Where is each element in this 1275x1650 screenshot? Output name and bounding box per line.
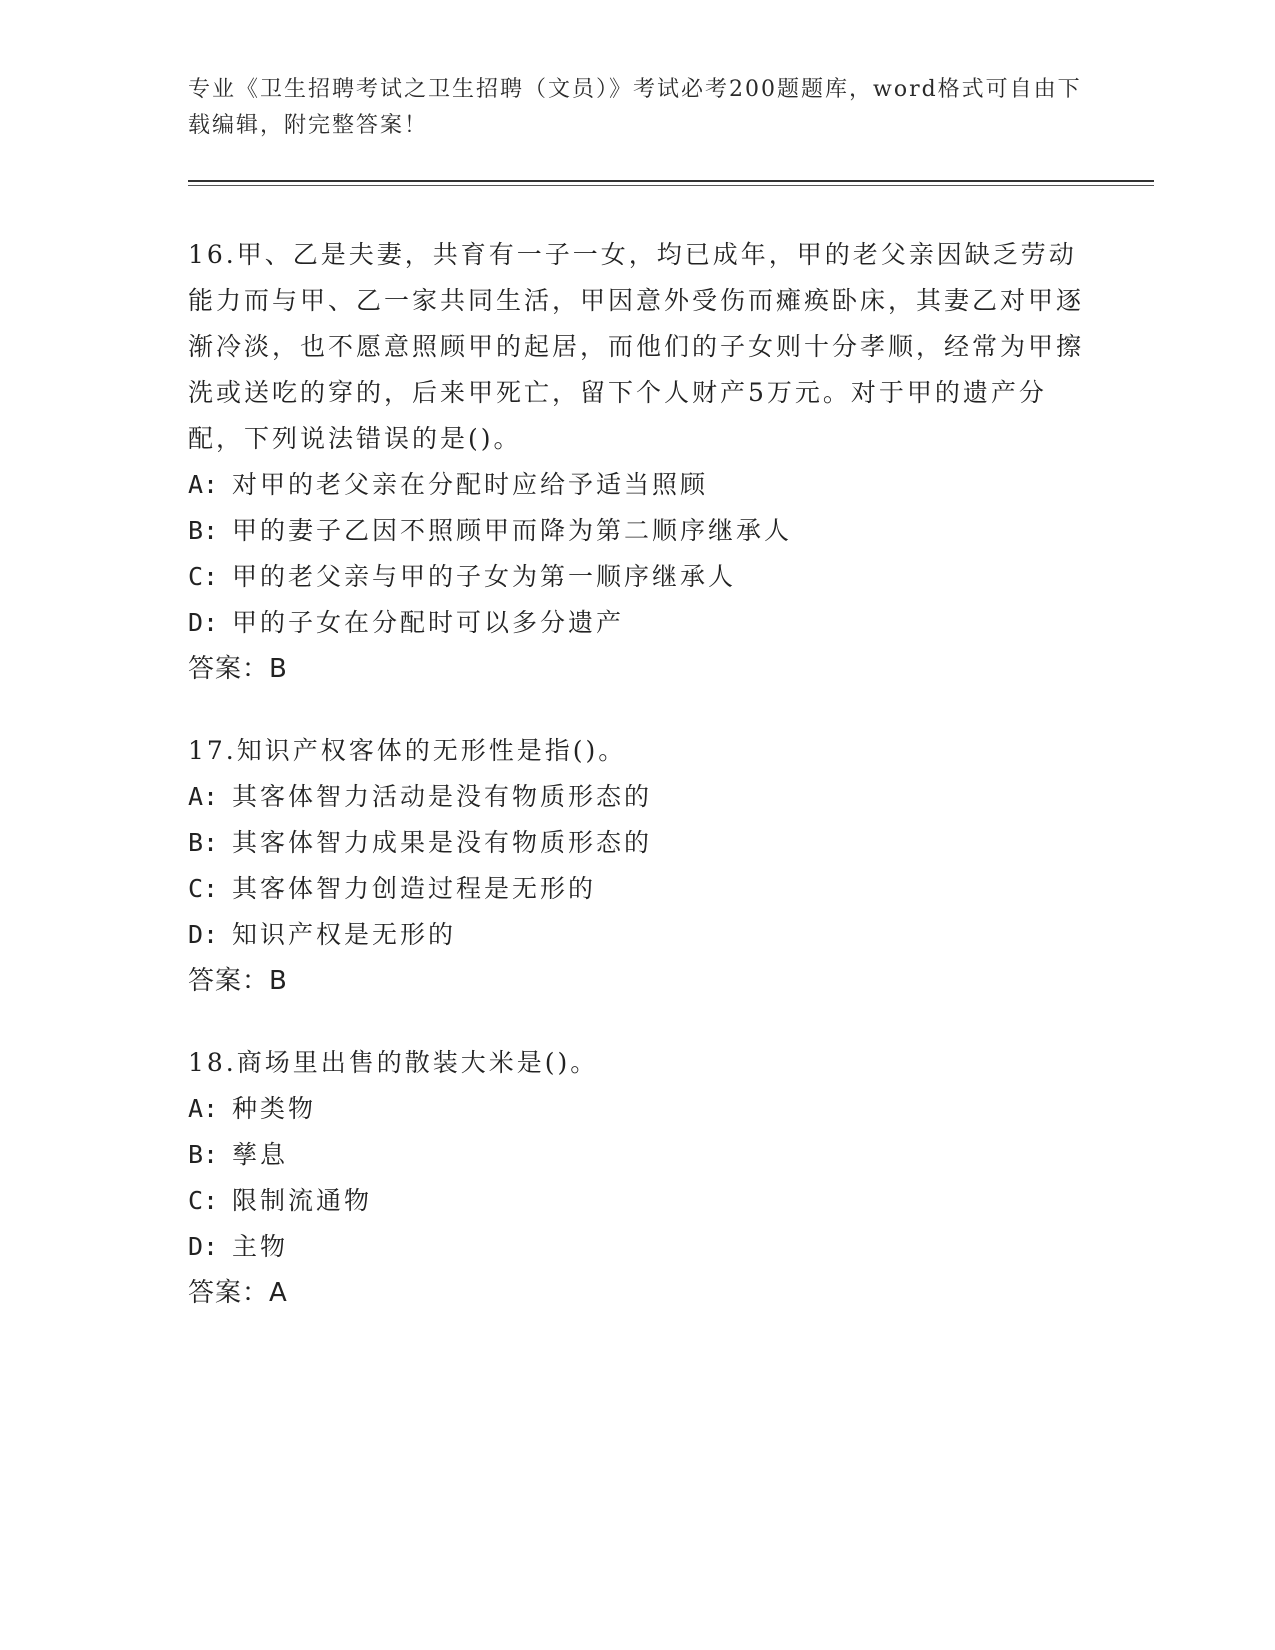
- option-letter: B:: [188, 1140, 219, 1169]
- option-c: [188, 1178, 1088, 1224]
- option-d: [188, 1224, 1088, 1270]
- document-header: 专业《卫生招聘考试之卫生招聘（文员）》考试必考200题题库，word格式可自由下载编辑，附完整答案！: [188, 77, 1082, 138]
- option-a: [188, 1086, 1088, 1132]
- question-17: [188, 728, 1088, 1004]
- option-c: [188, 866, 1088, 912]
- option-a: [188, 462, 1088, 508]
- option-b: [188, 820, 1088, 866]
- question-stem: 16.甲、乙是夫妻，共育有一子一女，均已成年，甲的老父亲因缺乏劳动能力而与甲、乙一家共同生活，甲因意外受伤而瘫痪卧床，其妻乙对甲逐渐冷淡，也不愿意照顾甲的起居，而他们的子女则十分孝顺，经常为甲擦洗或送吃的穿的，后来甲死亡，留下个人财产5万元。对于甲的遗产分配，下列说法错误的是()。: [188, 240, 1085, 453]
- option-text: 甲的老父亲与甲的子女为第一顺序继承人: [232, 562, 737, 591]
- option-letter: C:: [188, 562, 219, 591]
- option-letter: C:: [188, 1186, 219, 1215]
- option-text: 孳息: [232, 1140, 289, 1169]
- option-text: 主物: [232, 1232, 289, 1261]
- question-18: [188, 1040, 1088, 1316]
- option-a: [188, 774, 1088, 820]
- question-stem: 17.知识产权客体的无形性是指()。: [188, 736, 627, 765]
- question-16: [188, 232, 1088, 692]
- option-text: 种类物: [232, 1094, 317, 1123]
- option-d: [188, 600, 1088, 646]
- option-text: 甲的子女在分配时可以多分遗产: [232, 608, 625, 637]
- option-letter: B:: [188, 516, 219, 545]
- answer-line: 答案：B: [188, 966, 288, 996]
- option-letter: D:: [188, 920, 219, 949]
- option-text: 甲的妻子乙因不照顾甲而降为第二顺序继承人: [232, 516, 793, 545]
- option-letter: A:: [188, 470, 219, 499]
- answer-line: 答案：B: [188, 654, 288, 684]
- question-list: [188, 232, 1088, 1352]
- option-b: [188, 1132, 1088, 1178]
- option-letter: B:: [188, 828, 219, 857]
- option-letter: C:: [188, 874, 219, 903]
- option-letter: A:: [188, 782, 219, 811]
- option-text: 其客体智力成果是没有物质形态的: [232, 828, 653, 857]
- option-text: 其客体智力创造过程是无形的: [232, 874, 597, 903]
- option-text: 对甲的老父亲在分配时应给予适当照顾: [232, 470, 709, 499]
- header-rule-thin: [188, 185, 1154, 186]
- question-stem: 18.商场里出售的散装大米是()。: [188, 1048, 599, 1077]
- option-c: [188, 554, 1088, 600]
- option-text: 限制流通物: [232, 1186, 373, 1215]
- option-text: 知识产权是无形的: [232, 920, 457, 949]
- option-letter: D:: [188, 608, 219, 637]
- answer-line: 答案：A: [188, 1278, 288, 1308]
- option-letter: A:: [188, 1094, 219, 1123]
- header-rule-thick: [188, 180, 1154, 182]
- option-letter: D:: [188, 1232, 219, 1261]
- option-b: [188, 508, 1088, 554]
- option-text: 其客体智力活动是没有物质形态的: [232, 782, 653, 811]
- option-d: [188, 912, 1088, 958]
